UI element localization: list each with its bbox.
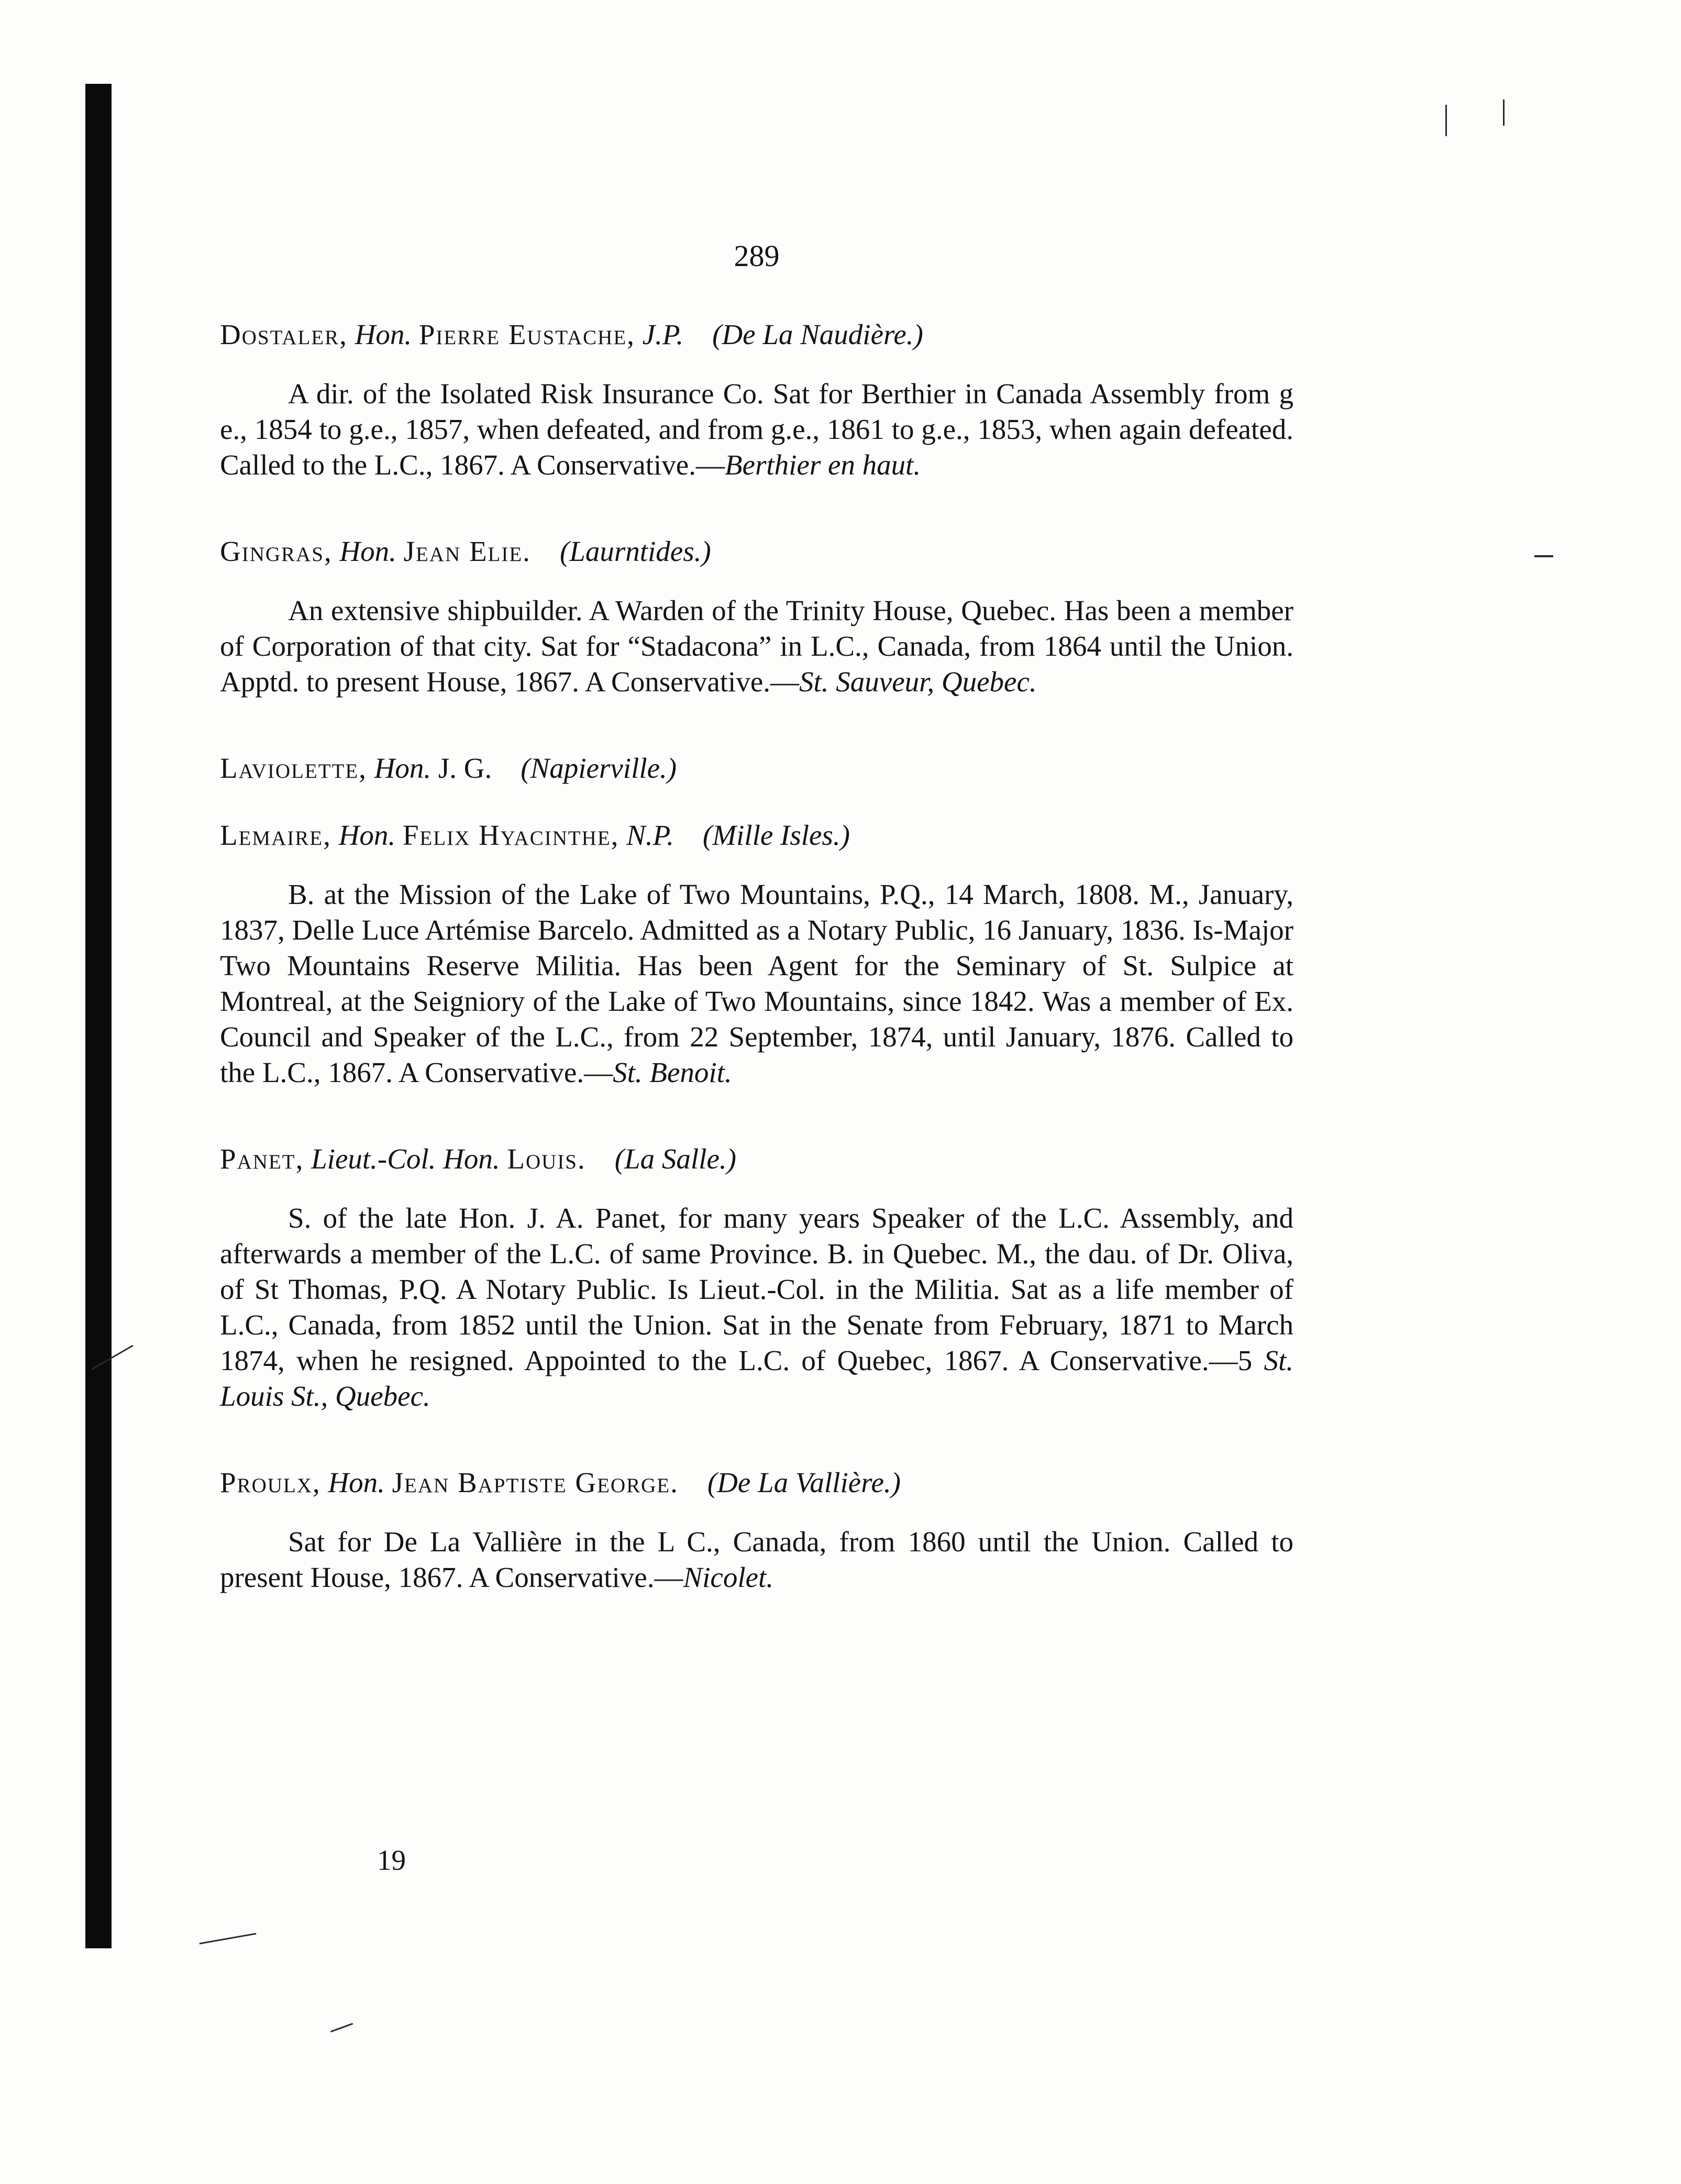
entry-header [220, 531, 1293, 572]
entry-constituency: (La Salle.) [614, 1143, 736, 1175]
entry-name: J. G. [438, 752, 492, 784]
scan-speck [1445, 105, 1447, 136]
entry-address: St. Sauveur, Quebec. [799, 666, 1037, 698]
entry-name: Jean Baptiste George. [392, 1466, 679, 1498]
entry-suffix: N.P. [626, 819, 674, 851]
signature-mark: 19 [377, 1844, 406, 1876]
entry-body: A dir. of the Isolated Risk Insurance Co. Sat for Berthier in Canada Assembly from g e., 1854 to g.e., 1857, when defeated, and from g.e., 1861 to g.e., 1853, when again defeated. Called to the L.C., 1867. A Conservative.— [220, 378, 1293, 481]
scan-speck [1503, 100, 1505, 126]
entry-name: Jean Elie. [403, 535, 531, 567]
entry-text [220, 376, 1293, 483]
entry-title: Hon. [374, 752, 432, 784]
entry-header [220, 815, 1293, 856]
entry-name: Felix Hyacinthe, [402, 819, 620, 851]
scan-speck [1534, 555, 1553, 557]
entry-title: Hon. [339, 535, 396, 567]
entry-address: St. Benoit. [613, 1056, 732, 1088]
entry-surname: Dostaler, [220, 318, 348, 350]
entry-surname: Lemaire, [220, 819, 331, 851]
entry-constituency: (Napierville.) [521, 752, 677, 784]
entry-surname: Panet, [220, 1143, 304, 1175]
entry-constituency: (Mille Isles.) [702, 819, 850, 851]
entry-constituency: (De La Vallière.) [707, 1466, 901, 1498]
entry-constituency: (Laurntides.) [559, 535, 711, 567]
entry-constituency: (De La Naudière.) [712, 318, 923, 350]
entry-body: Sat for De La Vallière in the L C., Canada, from 1860 until the Union. Called to present House, 1867. A Conservative.— [220, 1526, 1293, 1593]
entry-gingras [220, 531, 1293, 700]
entry-name: Louis. [507, 1143, 586, 1175]
page-binding-edge [85, 84, 112, 1948]
entry-surname: Gingras, [220, 535, 333, 567]
scan-speck [200, 1933, 257, 1944]
entry-name: Pierre Eustache, [418, 318, 635, 350]
entry-text [220, 1200, 1293, 1414]
entry-header [220, 1139, 1293, 1179]
entry-surname: Proulx, [220, 1466, 321, 1498]
entry-text [220, 1524, 1293, 1595]
entry-address: Nicolet. [683, 1561, 774, 1593]
entry-text [220, 593, 1293, 700]
entry-title: Hon. [338, 819, 396, 851]
entry-title: Lieut.-Col. Hon. [311, 1143, 500, 1175]
entry-suffix: J.P. [642, 318, 684, 350]
entry-title: Hon. [355, 318, 412, 350]
entry-header [220, 1462, 1293, 1503]
entries-list [220, 314, 1293, 1595]
entry-title: Hon. [328, 1466, 385, 1498]
entry-header [220, 314, 1293, 355]
entry-panet [220, 1139, 1293, 1414]
entry-address: St. Louis St., Quebec. [220, 1344, 1293, 1412]
page-number: 289 [734, 239, 780, 273]
entry-body: An extensive shipbuilder. A Warden of the Trinity House, Quebec. Has been a member of Corporation of that city. Sat for “Stadacona” in L.C., Canada, from 1864 until the Union. Apptd. to present House, 1867. A Conservative.— [220, 594, 1293, 698]
entry-text [220, 877, 1293, 1090]
entry-header [220, 748, 1293, 789]
entry-lemaire [220, 815, 1293, 1090]
entry-address: Berthier en haut. [724, 449, 921, 481]
entry-dostaler [220, 314, 1293, 483]
entry-surname: Laviolette, [220, 752, 367, 784]
scan-speck [330, 2023, 353, 2032]
entry-laviolette [220, 748, 1293, 789]
entry-body: S. of the late Hon. J. A. Panet, for many years Speaker of the L.C. Assembly, and afterwards a member of the L.C. of same Province. B. in Quebec. M., the dau. of Dr. Oliva, of St Thomas, P.Q. A Notary Public. Is Lieut.-Col. in the Militia. Sat as a life member of L.C., Canada, from 1852 until the Union. Sat in the Senate from February, 1871 to March 1874, when he resigned. Appointed to the L.C. of Quebec, 1867. A Conservative.—5 [220, 1202, 1293, 1376]
entry-proulx [220, 1462, 1293, 1595]
entry-body: B. at the Mission of the Lake of Two Mountains, P.Q., 14 March, 1808. M., January, 1837, Delle Luce Artémise Barcelo. Admitted as a Notary Public, 16 January, 1836. Is-Major Two Mountains Reserve Militia. Has been Agent for the Seminary of St. Sulpice at Montreal, at the Seigniory of the Lake of Two Mountains, since 1842. Was a member of Ex. Council and Speaker of the L.C., from 22 September, 1874, until January, 1876. Called to the L.C., 1867. A Conservative.— [220, 878, 1293, 1088]
